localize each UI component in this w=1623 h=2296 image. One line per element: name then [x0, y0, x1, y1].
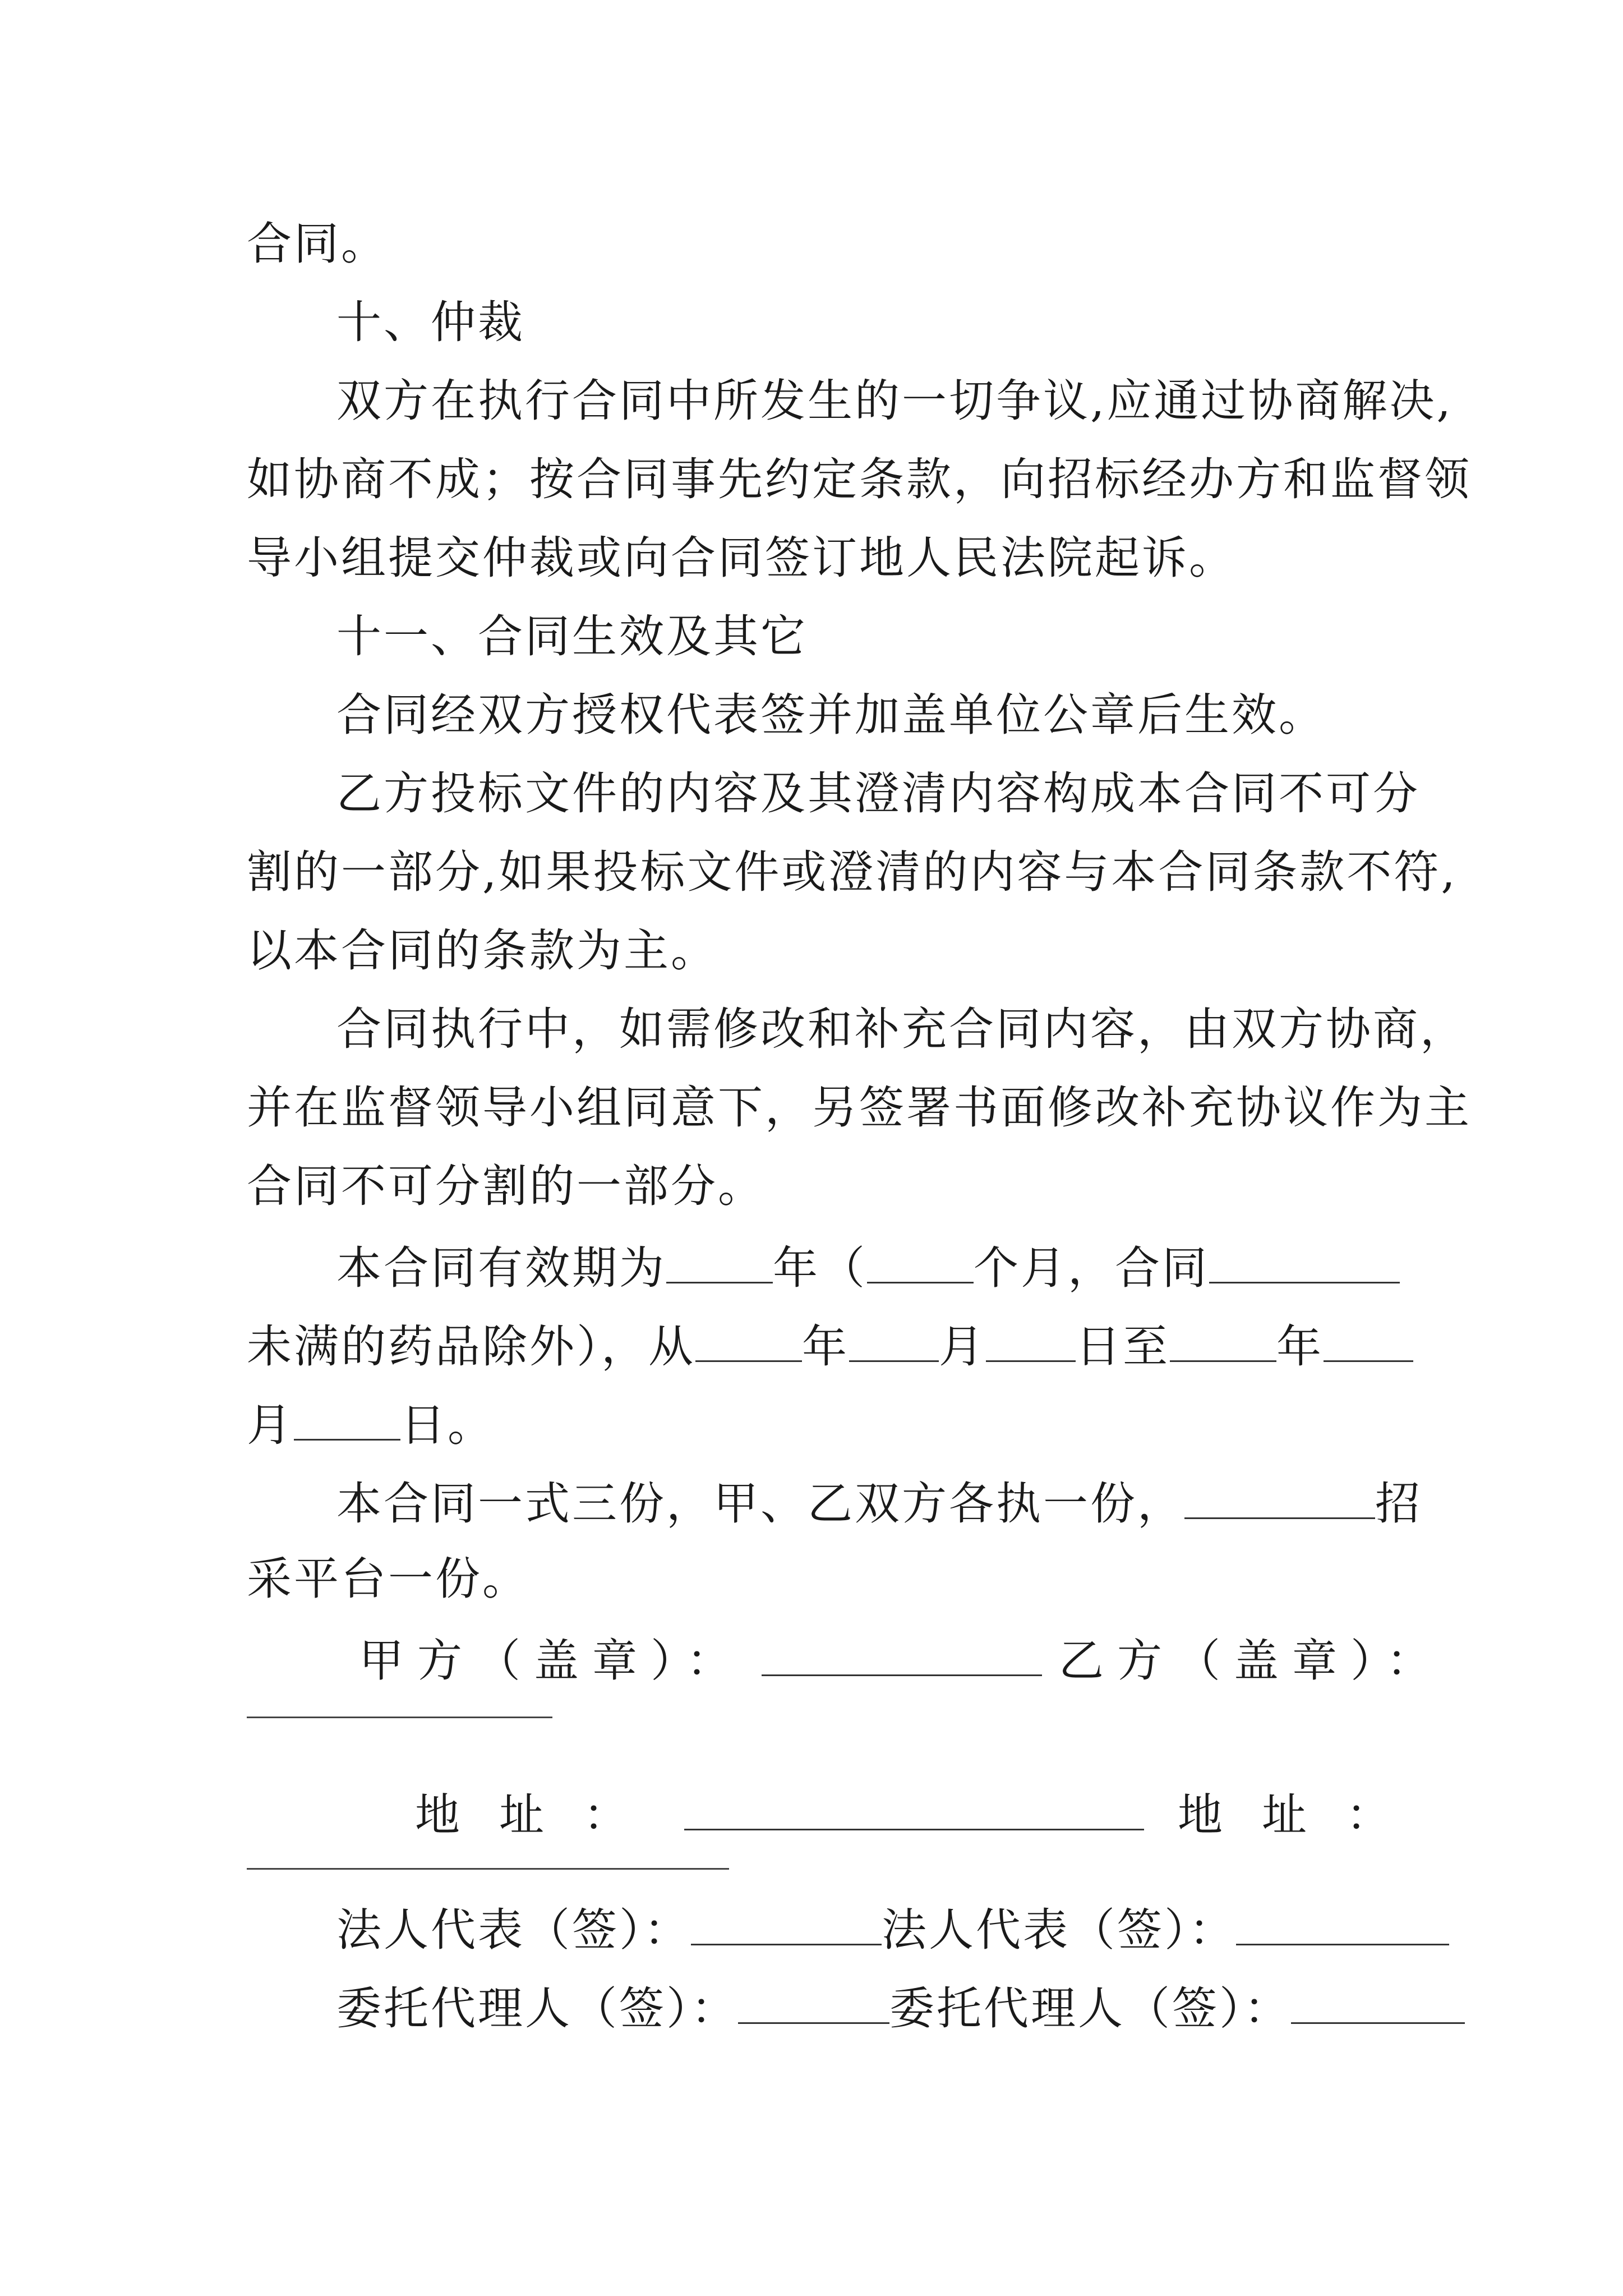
party-a-seal-field[interactable] [762, 1630, 1042, 1676]
blank-field[interactable] [986, 1315, 1076, 1362]
blank-field[interactable] [1170, 1315, 1276, 1362]
text-line: 割的一部分,如果投标文件或澄清的内容与本合同条款不符, [247, 846, 1458, 898]
text-line: 导小组提交仲裁或向合同签订地人民法院起诉。 [247, 532, 1236, 584]
text: 年 [1276, 1320, 1324, 1373]
text: 日。 [400, 1399, 495, 1451]
text-line: 合同执行中，如需修改和补充合同内容，由双方协商， [336, 1003, 1467, 1055]
text-line: 双方在执行合同中所发生的一切争议,应通过协商解决, [336, 375, 1453, 427]
blank-field[interactable] [1184, 1473, 1375, 1519]
text: 月 [939, 1320, 986, 1373]
text-line: 合同经双方授权代表签并加盖单位公章后生效。 [336, 689, 1326, 741]
blank-field[interactable] [1209, 1237, 1400, 1283]
address-b-field[interactable] [247, 1868, 729, 1870]
text: 招 [1375, 1478, 1422, 1530]
text: 年 [802, 1320, 849, 1373]
text: 本合同一式三份，甲、乙双方各执一份， [336, 1478, 1184, 1530]
legal-rep-b-field[interactable] [1236, 1899, 1449, 1945]
section-heading-effect: 十一、合同生效及其它 [336, 610, 808, 662]
agent-a-label: 委托代理人（签）： [336, 1982, 738, 2035]
agent-b-label: 委托代理人（签）： [889, 1982, 1291, 2035]
text: 未满的药品除外），从 [247, 1320, 695, 1373]
section-heading-arbitration: 十、仲裁 [336, 296, 525, 348]
agent-line [336, 1977, 1376, 2037]
blank-field[interactable] [294, 1394, 400, 1441]
text: 本合同有效期为 [336, 1242, 666, 1294]
text: 年（ [773, 1242, 867, 1294]
blank-field[interactable] [849, 1315, 939, 1362]
party-b-seal-label: 乙方（盖章）： [1059, 1635, 1445, 1687]
copies-line-1 [336, 1473, 1422, 1532]
party-b-seal-field[interactable] [247, 1717, 552, 1718]
text-line: 合同不可分割的一部分。 [247, 1160, 765, 1212]
text: 月 [247, 1399, 294, 1451]
text-line: 如协商不成；按合同事先约定条款，向招标经办方和监督领 [247, 453, 1472, 505]
agent-a-field[interactable] [738, 1977, 889, 2024]
validity-line-1 [336, 1237, 1376, 1296]
validity-line-2 [247, 1315, 1376, 1375]
text-line: 并在监督领导小组同意下，另签署书面修改补充协议作为主 [247, 1082, 1472, 1134]
text-line: 合同。 [247, 218, 388, 270]
address-a-label: 地址： [415, 1789, 667, 1841]
legal-rep-line [336, 1899, 1376, 1958]
address-b-label: 地址： [1178, 1789, 1430, 1841]
party-a-seal-label: 甲方（盖章）： [359, 1635, 745, 1687]
copies-line-2: 采平台一份。 [247, 1553, 529, 1605]
legal-rep-b-label: 法人代表（签）： [882, 1904, 1236, 1956]
blank-field[interactable] [867, 1237, 974, 1283]
text: 个月，合同 [974, 1242, 1209, 1294]
text: 日至 [1076, 1320, 1170, 1373]
text-line: 乙方投标文件的内容及其澄清内容构成本合同不可分 [336, 767, 1420, 820]
legal-rep-a-field[interactable] [691, 1899, 882, 1945]
blank-field[interactable] [666, 1237, 773, 1283]
address-a-field[interactable] [684, 1784, 1144, 1830]
seal-line [359, 1630, 1445, 1689]
legal-rep-a-label: 法人代表（签）： [336, 1904, 691, 1956]
text-line: 以本合同的条款为主。 [247, 924, 718, 977]
blank-field[interactable] [695, 1315, 802, 1362]
address-line [415, 1784, 1430, 1843]
validity-line-3 [247, 1394, 1376, 1453]
blank-field[interactable] [1324, 1315, 1413, 1362]
agent-b-field[interactable] [1291, 1977, 1465, 2024]
